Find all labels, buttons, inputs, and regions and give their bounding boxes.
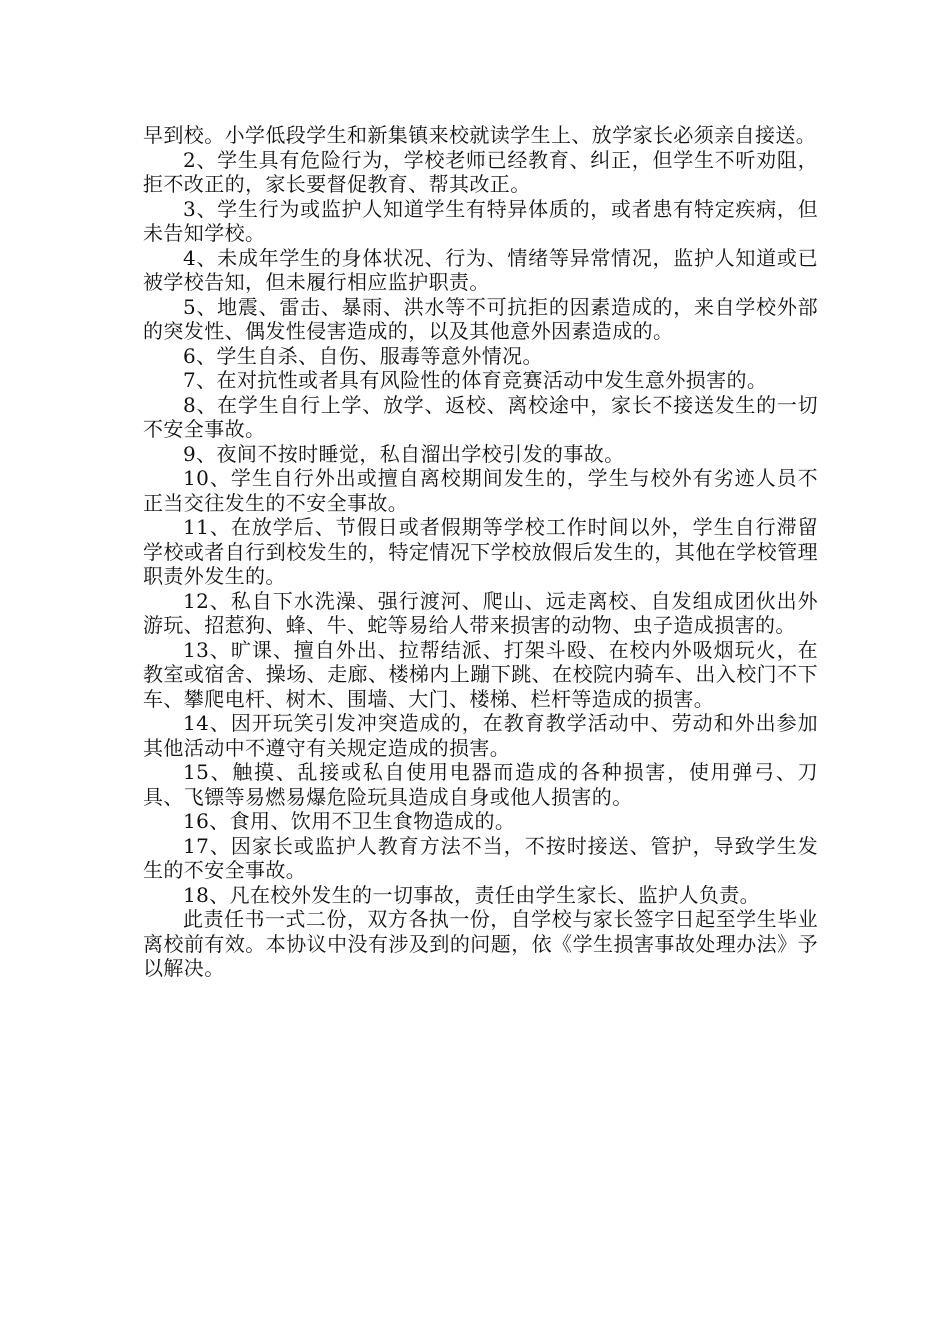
paragraph-closing-statement: 此责任书一式二份，双方各执一份，自学校与家长签字日起至学生毕业离校前有效。本协议中没有涉及到的问题，依《学生损害事故处理办法》予以解决。 — [143, 907, 818, 980]
paragraph-item-14: 14、因开玩笑引发冲突造成的，在教育教学活动中、劳动和外出参加其他活动中不遵守有关规定造成的损害。 — [143, 711, 818, 760]
paragraph-item-17: 17、因家长或监护人教育方法不当，不按时接送、管护，导致学生发生的不安全事故。 — [143, 833, 818, 882]
paragraph-item-8: 8、在学生自行上学、放学、返校、离校途中，家长不接送发生的一切不安全事故。 — [143, 392, 818, 441]
paragraph-continuation: 早到校。小学低段学生和新集镇来校就读学生上、放学家长必须亲自接送。 — [143, 123, 817, 147]
paragraph-item-16: 16、食用、饮用不卫生食物造成的。 — [183, 809, 516, 833]
paragraph-item-18: 18、凡在校外发生的一切事故，责任由学生家长、监护人负责。 — [183, 882, 761, 907]
paragraph-item-3: 3、学生行为或监护人知道学生有特异体质的，或者患有特定疾病，但未告知学校。 — [143, 196, 818, 245]
paragraph-item-5: 5、地震、雷击、暴雨、洪水等不可抗拒的因素造成的，来自学校外部的突发性、偶发性侵害造成的，以及其他意外因素造成的。 — [143, 294, 818, 343]
paragraph-item-12: 12、私自下水洗澡、强行渡河、爬山、远走离校、自发组成团伙出外游玩、招惹狗、蜂、牛、蛇等易给人带来损害的动物、虫子造成损害的。 — [143, 588, 818, 637]
paragraph-item-10: 10、学生自行外出或擅自离校期间发生的，学生与校外有劣迹人员不正当交往发生的不安全事故。 — [143, 466, 818, 515]
paragraph-item-6: 6、学生自杀、自伤、服毒等意外情况。 — [183, 343, 543, 368]
paragraph-item-7: 7、在对抗性或者具有风险性的体育竞赛活动中发生意外损害的。 — [183, 368, 768, 392]
paragraph-item-13: 13、旷课、擅自外出、拉帮结派、打架斗殴、在校内外吸烟玩火，在教室或宿舍、操场、走廊、楼梯内上蹦下跳、在校院内骑车、出入校门不下车、攀爬电杆、树木、围墙、大门、楼梯、栏杆等造成的损害。 — [143, 637, 818, 711]
document-body — [143, 123, 818, 981]
paragraph-item-15: 15、触摸、乱接或私自使用电器而造成的各种损害，使用弹弓、刀具、飞镖等易燃易爆危险玩具造成自身或他人损害的。 — [143, 760, 818, 809]
paragraph-item-9: 9、夜间不按时睡觉，私自溜出学校引发的事故。 — [183, 441, 625, 466]
paragraph-item-2: 2、学生具有危险行为，学校老师已经教育、纠正，但学生不听劝阻，拒不改正的，家长要督促教育、帮其改正。 — [143, 147, 818, 196]
paragraph-item-11: 11、在放学后、节假日或者假期等学校工作时间以外，学生自行滞留学校或者自行到校发生的，特定情况下学校放假后发生的，其他在学校管理职责外发生的。 — [143, 515, 818, 588]
paragraph-item-4: 4、未成年学生的身体状况、行为、情绪等异常情况，监护人知道或已被学校告知，但未履行相应监护职责。 — [143, 245, 818, 294]
